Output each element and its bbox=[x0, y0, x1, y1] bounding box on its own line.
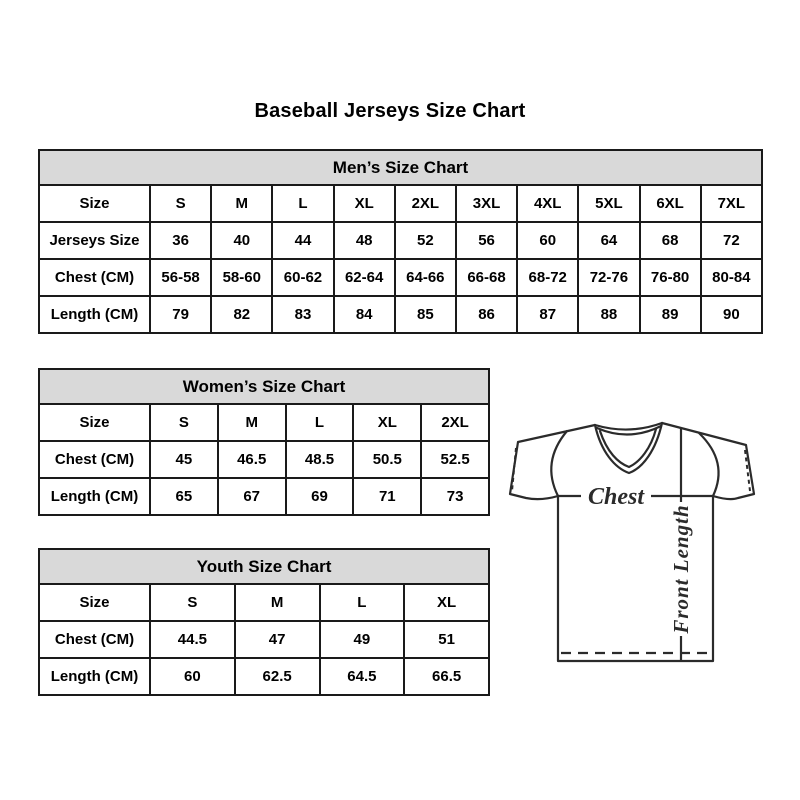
value-cell: 56-58 bbox=[150, 259, 211, 296]
value-cell: 71 bbox=[353, 478, 421, 515]
table-header-row bbox=[39, 150, 762, 185]
value-cell: 64 bbox=[578, 222, 639, 259]
value-cell: 44 bbox=[272, 222, 333, 259]
table-row bbox=[39, 621, 489, 658]
page-title: Baseball Jerseys Size Chart bbox=[254, 100, 526, 122]
table-row bbox=[39, 296, 762, 333]
jersey-measurement-diagram bbox=[503, 410, 765, 668]
value-cell: L bbox=[320, 584, 405, 621]
value-cell: 84 bbox=[334, 296, 395, 333]
left-armhole-seam bbox=[551, 431, 567, 496]
value-cell: 68 bbox=[640, 222, 701, 259]
value-cell: XL bbox=[404, 584, 489, 621]
value-cell: 88 bbox=[578, 296, 639, 333]
row-label-cell: Chest (CM) bbox=[39, 621, 150, 658]
value-cell: 44.5 bbox=[150, 621, 235, 658]
value-cell: 5XL bbox=[578, 185, 639, 222]
value-cell: 40 bbox=[211, 222, 272, 259]
value-cell: 60 bbox=[517, 222, 578, 259]
womens-table-header: Women’s Size Chart bbox=[39, 369, 489, 404]
collar-outer-arc bbox=[595, 423, 662, 430]
value-cell: S bbox=[150, 185, 211, 222]
value-cell: 60-62 bbox=[272, 259, 333, 296]
value-cell: 7XL bbox=[701, 185, 762, 222]
row-label-cell: Length (CM) bbox=[39, 296, 150, 333]
row-label-cell: Size bbox=[39, 185, 150, 222]
value-cell: 72-76 bbox=[578, 259, 639, 296]
value-cell: L bbox=[272, 185, 333, 222]
value-cell: 60 bbox=[150, 658, 235, 695]
value-cell: 76-80 bbox=[640, 259, 701, 296]
value-cell: 52 bbox=[395, 222, 456, 259]
value-cell: 69 bbox=[286, 478, 354, 515]
value-cell: 58-60 bbox=[211, 259, 272, 296]
value-cell: 87 bbox=[517, 296, 578, 333]
table-row bbox=[39, 222, 762, 259]
value-cell: 80-84 bbox=[701, 259, 762, 296]
table-row bbox=[39, 478, 489, 515]
value-cell: 47 bbox=[235, 621, 320, 658]
value-cell: 90 bbox=[701, 296, 762, 333]
table-header-row bbox=[39, 369, 489, 404]
table-row bbox=[39, 584, 489, 621]
row-label-cell: Chest (CM) bbox=[39, 441, 150, 478]
value-cell: 52.5 bbox=[421, 441, 489, 478]
table-row bbox=[39, 441, 489, 478]
mens-size-table bbox=[38, 149, 763, 334]
row-label-cell: Chest (CM) bbox=[39, 259, 150, 296]
value-cell: 65 bbox=[150, 478, 218, 515]
value-cell: S bbox=[150, 404, 218, 441]
value-cell: 56 bbox=[456, 222, 517, 259]
mens-table-header: Men’s Size Chart bbox=[39, 150, 762, 185]
value-cell: L bbox=[286, 404, 354, 441]
value-cell: 45 bbox=[150, 441, 218, 478]
value-cell: M bbox=[235, 584, 320, 621]
value-cell: 73 bbox=[421, 478, 489, 515]
value-cell: S bbox=[150, 584, 235, 621]
row-label-cell: Length (CM) bbox=[39, 658, 150, 695]
right-armhole-seam bbox=[699, 433, 719, 496]
value-cell: 50.5 bbox=[353, 441, 421, 478]
value-cell: 89 bbox=[640, 296, 701, 333]
chest-label: Chest bbox=[587, 484, 645, 510]
value-cell: 4XL bbox=[517, 185, 578, 222]
value-cell: 2XL bbox=[421, 404, 489, 441]
table-row bbox=[39, 658, 489, 695]
value-cell: XL bbox=[353, 404, 421, 441]
value-cell: 85 bbox=[395, 296, 456, 333]
value-cell: 68-72 bbox=[517, 259, 578, 296]
front-length-label: Front Length bbox=[669, 504, 693, 634]
row-label-cell: Size bbox=[39, 584, 150, 621]
value-cell: XL bbox=[334, 185, 395, 222]
value-cell: 51 bbox=[404, 621, 489, 658]
value-cell: 48.5 bbox=[286, 441, 354, 478]
value-cell: M bbox=[218, 404, 286, 441]
value-cell: 3XL bbox=[456, 185, 517, 222]
value-cell: 46.5 bbox=[218, 441, 286, 478]
value-cell: 83 bbox=[272, 296, 333, 333]
womens-size-table bbox=[38, 368, 490, 516]
value-cell: 2XL bbox=[395, 185, 456, 222]
value-cell: 67 bbox=[218, 478, 286, 515]
value-cell: 66-68 bbox=[456, 259, 517, 296]
row-label-cell: Size bbox=[39, 404, 150, 441]
row-label-cell: Length (CM) bbox=[39, 478, 150, 515]
value-cell: 62-64 bbox=[334, 259, 395, 296]
value-cell: 62.5 bbox=[235, 658, 320, 695]
value-cell: 79 bbox=[150, 296, 211, 333]
value-cell: 6XL bbox=[640, 185, 701, 222]
youth-table-header: Youth Size Chart bbox=[39, 549, 489, 584]
value-cell: M bbox=[211, 185, 272, 222]
value-cell: 86 bbox=[456, 296, 517, 333]
value-cell: 82 bbox=[211, 296, 272, 333]
table-row bbox=[39, 404, 489, 441]
youth-size-table bbox=[38, 548, 490, 696]
table-row bbox=[39, 185, 762, 222]
value-cell: 64.5 bbox=[320, 658, 405, 695]
table-header-row bbox=[39, 549, 489, 584]
table-row bbox=[39, 259, 762, 296]
value-cell: 49 bbox=[320, 621, 405, 658]
value-cell: 72 bbox=[701, 222, 762, 259]
value-cell: 48 bbox=[334, 222, 395, 259]
value-cell: 36 bbox=[150, 222, 211, 259]
value-cell: 64-66 bbox=[395, 259, 456, 296]
row-label-cell: Jerseys Size bbox=[39, 222, 150, 259]
value-cell: 66.5 bbox=[404, 658, 489, 695]
